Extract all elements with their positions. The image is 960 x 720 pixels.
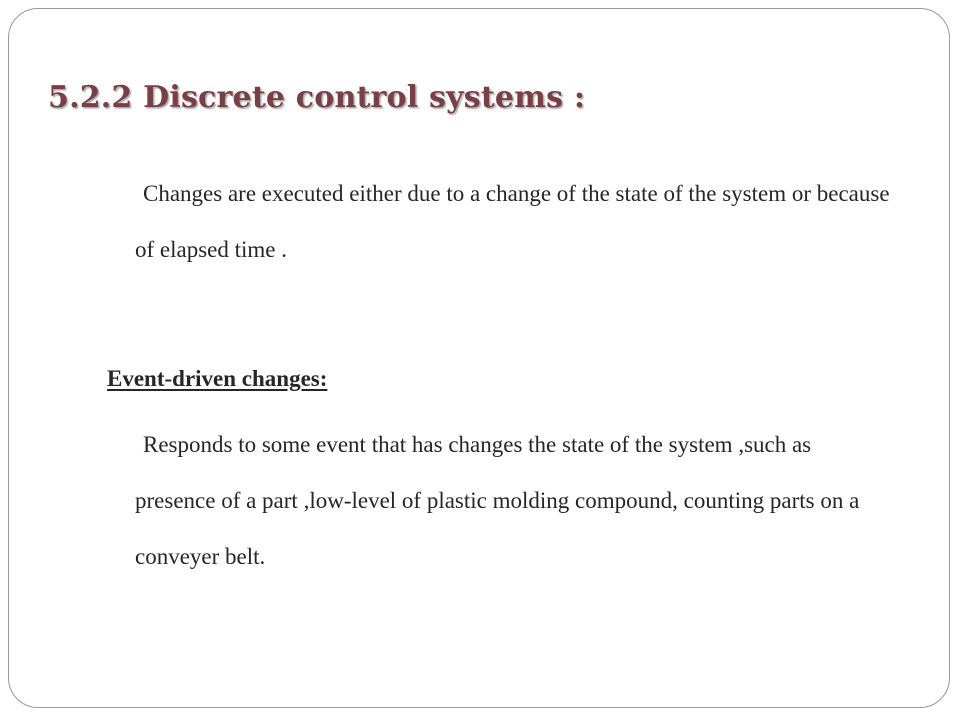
intro-paragraph-text: Changes are executed either due to a change of the state of the system or because of elapsed time .	[135, 181, 890, 262]
event-driven-paragraph-text: Responds to some event that has changes the state of the system ,such as presence of a part ,low-level of plastic molding compound, counting parts on a conveyer belt.	[135, 432, 860, 569]
intro-paragraph	[135, 166, 895, 278]
event-driven-heading: Event-driven changes:	[107, 366, 328, 391]
event-driven-paragraph	[135, 417, 895, 585]
slide-title: 5.2.2 Discrete control systems :	[48, 80, 586, 115]
